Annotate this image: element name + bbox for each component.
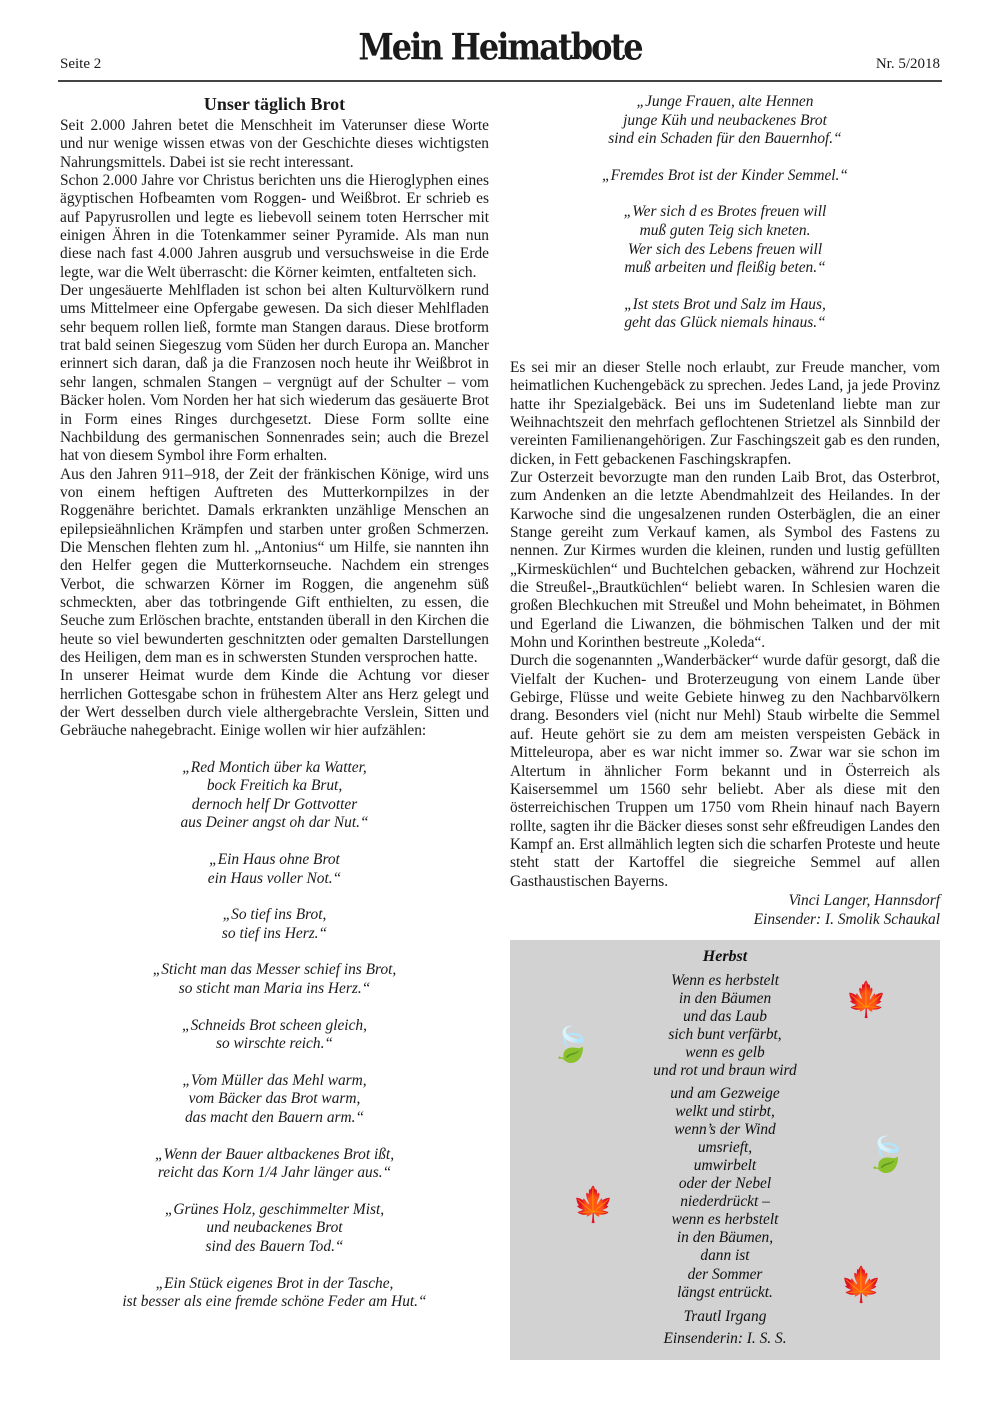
saying-line: so sticht man Maria ins Herz.“ bbox=[178, 980, 371, 998]
poem-line: und das Laub bbox=[683, 1008, 767, 1026]
leaf-icon: 🍃 bbox=[865, 1137, 908, 1174]
saying-line: junge Küh und neubackenes Brot bbox=[623, 111, 827, 129]
saying-line: „Ist stets Brot und Salz im Haus, bbox=[624, 295, 826, 313]
poem-line: umsrieft, bbox=[697, 1138, 753, 1156]
saying bbox=[510, 296, 940, 333]
poem-line: in den Bäumen bbox=[678, 990, 772, 1008]
saying-line: „Schneids Brot scheen gleich, bbox=[182, 1016, 367, 1034]
maple-leaf-icon: 🍁 bbox=[572, 1187, 615, 1224]
saying bbox=[510, 93, 940, 149]
saying-line: „Vom Müller das Mehl warm, bbox=[182, 1071, 367, 1089]
article-title: Unser täglich Brot bbox=[203, 94, 346, 114]
article-author: Vinci Langer, Hannsdorf bbox=[788, 891, 940, 909]
paragraph: Es sei mir an dieser Stelle noch erlaubt, zur Freude mancher, vom heimatlichen Kuchengebäck zu sprechen. Jedes Land, ja jede Provinz hatte ihr Spezialgebäck. Bei uns im Sudetenland liebte man zur Weihnachtszeit den mehrfach geflochtenen Strietzel als Sinnbild der vereinten Familienangehörigen. Zur Faschingszeit gab es den runden, dicken, in Fett gebackenen Faschingskrapfen. bbox=[510, 358, 940, 468]
poem-submitter: Einsenderin: I. S. S. bbox=[663, 1329, 787, 1347]
sayings-left bbox=[60, 759, 489, 1312]
saying-line: muß arbeiten und fleißig beten.“ bbox=[624, 259, 826, 277]
saying-line: ein Haus voller Not.“ bbox=[207, 869, 342, 887]
poem-line: und rot und braun wird bbox=[653, 1062, 797, 1080]
saying-line: „Fremdes Brot ist der Kinder Semmel.“ bbox=[602, 166, 848, 184]
poem-line: in den Bäumen, bbox=[676, 1229, 774, 1247]
saying-line: bock Freitich ka Brut, bbox=[206, 777, 343, 795]
saying bbox=[60, 1275, 489, 1312]
saying-line: sind des Bauern Tod.“ bbox=[205, 1237, 344, 1255]
poem-line: oder der Nebel bbox=[678, 1175, 772, 1193]
saying-line: „Red Montich über ka Watter, bbox=[182, 758, 367, 776]
saying-line: muß guten Teig sich kneten. bbox=[639, 221, 811, 239]
saying bbox=[60, 906, 489, 943]
saying-line: „Wenn der Bauer altbackenes Brot ißt, bbox=[154, 1145, 395, 1163]
poem-line: der Sommer bbox=[687, 1265, 763, 1283]
poem-stanza bbox=[510, 1085, 940, 1302]
poem-line: wenn es gelb bbox=[685, 1044, 765, 1062]
saying-line: dernoch helf Dr Gottvotter bbox=[191, 795, 358, 813]
saying-line: „So tief ins Brot, bbox=[222, 906, 327, 924]
saying-line: ist besser als eine fremde schöne Feder am Hut.“ bbox=[122, 1293, 427, 1311]
paragraph: Aus den Jahren 911–918, der Zeit der fränkischen Könige, wird uns von einem heftigen Auftreten des Mutterkornpilzes in der Roggenähre berichtet. Damals erkrankten unzählige Menschen an epilepsieähnlichen Krämpfen und starben unter großen Schmerzen. Die Menschen flehten zum hl. „Antonius“ um Hilfe, sie nannten ihn den Helfer gegen die Mutterkornseuche. Nachdem ein strenges Verbot, die schwarzen Körner im Roggen, die angenehm süß schmeckten, aber das totbringende Gift enthielten, zu essen, die Seuche zum Erlöschen brachte, entstanden überall in den Kirchen die heute so viel bewunderten geschnitzten oder gemalten Darstellungen des Heiligen, dem man es in schwersten Stunden versprochen hatte. bbox=[60, 465, 489, 666]
article-submitter: Einsender: I. Smolik Schaukal bbox=[753, 910, 940, 928]
saying-line: das macht den Bauern arm.“ bbox=[184, 1109, 365, 1126]
article-body-left bbox=[60, 117, 489, 741]
saying-line: aus Deiner angst oh dar Nut.“ bbox=[180, 814, 369, 832]
saying-line: so tief ins Herz.“ bbox=[221, 924, 328, 942]
header-rule bbox=[58, 80, 942, 82]
poem-line: längst entrückt. bbox=[677, 1283, 773, 1301]
poem-title: Herbst bbox=[702, 948, 748, 965]
paragraph: In unserer Heimat wurde dem Kinde die Achtung vor dieser herrlichen Gottesgabe schon in frühestem Alter ans Herz gelegt und der Wert desselben durch viele althergebrachte Verslein, Sitten und Gebräuche nahegebracht. Einige wollen wir hier aufzählen: bbox=[60, 667, 489, 740]
saying-line: „Grünes Holz, geschimmelter Mist, bbox=[164, 1200, 385, 1218]
leaf-icon: 🍃 bbox=[550, 1027, 593, 1064]
poem-line: welkt und stirbt, bbox=[675, 1102, 775, 1120]
paragraph: Seit 2.000 Jahren betet die Menschheit im Vaterunser diese Worte und nur wenige wissen etwas von der Geschichte dieses wichtigsten Nahrungsmittels. Dabei ist sie recht interessant. bbox=[60, 117, 489, 171]
issue-number: Nr. 5/2018 bbox=[875, 56, 940, 72]
paragraph: Zur Osterzeit bevorzugte man den runden Laib Brot, das Osterbrot, zum Andenken an die letzte Abendmahlzeit des Heilandes. In der Karwoche sind die ungesalzenen runden Osterbäglen, die an einer Stange gereiht zum Verkauf kamen, als Symbol des Fastens zu nennen. Zur Kirmes wurden die kleinen, runden und lustig gefüllten „Kirmesküchlen“ und Buchtelchen gebacken, während zur Hochzeit die Streußel-„Brautküchlen“ beliebt waren. In Schlesien waren die großen Blechkuchen mit Streußel und Mohn beheimatet, in Böhmen und Egerland die Liwanzen, die böhmischen Talken und der mit Mohn und Korinthen bestreute „Koleda“. bbox=[510, 469, 940, 652]
maple-leaf-icon: 🍁 bbox=[845, 982, 888, 1019]
saying bbox=[60, 759, 489, 833]
saying bbox=[510, 167, 940, 186]
saying bbox=[510, 203, 940, 277]
sayings-right bbox=[510, 93, 940, 333]
paragraph: Der ungesäuerte Mehlfladen ist schon bei alten Kulturvölkern rund ums Mittelmeer eine Opfergabe gewesen. Da sich dieser Mehlfladen sehr bequem rollen ließ, formte man Stangen daraus. Diese brotform trat bald seinen Siegeszug vom Süden her durch Europa an. Mancher erinnert sich daran, daß ja die Franzosen noch heute ihr Weißbrot in sehr langen, schmalen Stangen – vergnügt auf der Schulter – vom Bäcker holen. Vom Norden her hat sich wiederum das gesäuerte Brot in Form eines Ringes durchgesetzt. Diese Form sollte eine Nachbildung des germanischen Sonnenrades sein; auch die Brezel hat von diesem Symbol ihre Form erhalten. bbox=[60, 282, 489, 465]
maple-leaf-icon: 🍁 bbox=[840, 1267, 883, 1304]
saying-line: Wer sich des Lebens freuen will bbox=[627, 240, 823, 258]
poem-line: wenn es herbstelt bbox=[671, 1211, 779, 1229]
saying-line: reicht das Korn 1/4 Jahr länger aus.“ bbox=[157, 1164, 392, 1182]
saying bbox=[60, 1072, 489, 1128]
paragraph: Schon 2.000 Jahre vor Christus berichten uns die Hieroglyphen eines ägyptischen Hofbeamten vom Roggen- und Weißbrot. Er schrieb es auf Papyrusrollen und legte es liebevoll seinem toten Herrscher mit einigen Ähren in die Totenkammer seiner Pyramide. Als man nun diese nach fast 4.000 Jahren ausgrub und versuchsweise in die Erde legte, war die Welt überrascht: die Körner keimten, entfalteten sich. bbox=[60, 172, 489, 281]
saying-line: vom Bäcker das Brot warm, bbox=[188, 1090, 361, 1108]
right-column bbox=[510, 90, 940, 929]
saying-line: „Ein Haus ohne Brot bbox=[209, 851, 340, 869]
poem-line: dann ist bbox=[700, 1247, 750, 1265]
saying bbox=[60, 961, 489, 998]
saying-line: „Sticht man das Messer schief ins Brot, bbox=[152, 961, 397, 979]
saying-line: geht das Glück niemals hinaus.“ bbox=[624, 314, 826, 332]
saying-line: „Junge Frauen, alte Hennen bbox=[636, 93, 814, 110]
poem-line: sich bunt verfärbt, bbox=[668, 1026, 782, 1044]
article-body-right bbox=[510, 359, 940, 891]
saying bbox=[60, 1146, 489, 1183]
saying-line: und neubackenes Brot bbox=[206, 1219, 343, 1237]
saying bbox=[60, 1017, 489, 1054]
poem-line: wenn’s der Wind bbox=[674, 1120, 776, 1138]
saying-line: „Ein Stück eigenes Brot in der Tasche, bbox=[155, 1274, 394, 1292]
poem-box-herbst bbox=[510, 940, 940, 1360]
saying bbox=[60, 851, 489, 888]
masthead-logo: Mein Heimatbote bbox=[358, 25, 642, 69]
left-column bbox=[60, 90, 489, 1330]
page-number: Seite 2 bbox=[60, 56, 102, 72]
saying bbox=[60, 1201, 489, 1257]
poem-line: Wenn es herbstelt bbox=[670, 972, 779, 989]
poem-line: umwirbelt bbox=[693, 1156, 757, 1174]
poem-line: und am Gezweige bbox=[670, 1084, 780, 1102]
saying-line: „Wer sich d es Brotes freuen will bbox=[623, 203, 827, 221]
paragraph: Durch die sogenannten „Wanderbäcker“ wurde dafür gesorgt, daß die Vielfalt der Kuchen- und Broterzeugung von einem Lande über Gebirge, Flüsse und weite Gebiete hinweg zu den Nachbarvölkern drang. Besonders viel (nicht nur Mehl) Staub wirbelte die Semmel auf. Heute gehört sie zu dem am meisten verspeisten Gebäck in Mitteleuropa, aber es war nicht immer so. Zwar war sie schon im Altertum in ähnlicher Form bekannt und in Österreich als Kaisersemmel um 1560 sehr beliebt. Aber als diese mit den österreichischen Truppen um 1750 vom Rhein hinauf nach Bayern rollte, sagten ihr die Bäcker dieses sonst sehr eßfreudigen Landes den Kampf an. Erst allmählich legten sich die scharfen Proteste und heute steht statt der Kartoffel die siegreiche Semmel auf allen Gasthaustischen Bayerns. bbox=[510, 652, 940, 890]
saying-line: so wirschte reich.“ bbox=[216, 1035, 333, 1053]
saying-line: sind ein Schaden für den Bauernhof.“ bbox=[608, 130, 842, 148]
poem-line: niederdrückt – bbox=[680, 1193, 770, 1211]
poem-stanza bbox=[510, 972, 940, 1081]
poem-author: Trautl Irgang bbox=[683, 1307, 767, 1325]
